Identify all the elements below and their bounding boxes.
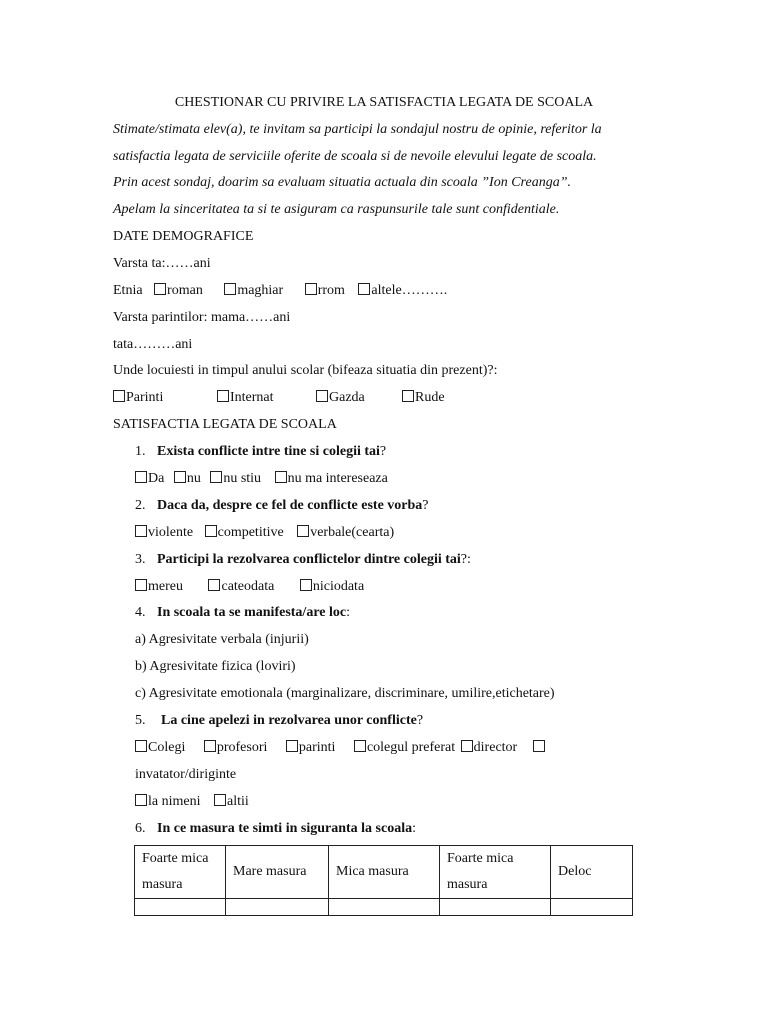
table-header-cell: Foarte mica masura xyxy=(135,846,226,899)
checkbox-icon[interactable] xyxy=(135,525,147,537)
checkbox-icon[interactable] xyxy=(174,471,186,483)
safety-scale-table xyxy=(134,845,633,916)
ethnicity-row xyxy=(113,282,447,300)
table-header-cell: Mica masura xyxy=(329,846,440,899)
q2-option-verbale[interactable]: verbale(cearta) xyxy=(297,524,394,542)
table-header-row xyxy=(135,846,633,899)
question-2: 2. Daca da, despre ce fel de conflicte este vorba? xyxy=(135,498,429,513)
question-6: 6. In ce masura te simti in siguranta la scoala: xyxy=(135,821,416,836)
question-5-options-row-1-cont: invatator/diriginte xyxy=(135,767,237,782)
q2-option-violente[interactable]: violente xyxy=(135,524,193,542)
question-4-item-a: a) Agresivitate verbala (injurii) xyxy=(135,632,309,647)
q1-option-nu-ma-intereseaza[interactable]: nu ma intereseaza xyxy=(275,470,388,488)
checkbox-icon[interactable] xyxy=(113,390,125,402)
checkbox-icon[interactable] xyxy=(135,471,147,483)
page-title: CHESTIONAR CU PRIVIRE LA SATISFACTIA LEGATA DE SCOALA xyxy=(174,95,594,110)
question-5-options-row-2 xyxy=(135,793,249,811)
parents-age-father: tata………ani xyxy=(113,337,193,352)
answer-cell[interactable] xyxy=(440,899,551,916)
q1-option-da[interactable]: Da xyxy=(135,470,164,488)
q1-option-nu[interactable]: nu xyxy=(174,470,201,488)
checkbox-icon[interactable] xyxy=(286,740,298,752)
q5-option-colegi[interactable]: Colegi xyxy=(135,739,185,757)
q5-option-la-nimeni[interactable]: la nimeni xyxy=(135,793,201,811)
q3-option-niciodata[interactable]: niciodata xyxy=(300,578,364,596)
checkbox-icon[interactable] xyxy=(204,740,216,752)
checkbox-icon[interactable] xyxy=(208,579,220,591)
question-2-options xyxy=(135,524,394,542)
answer-cell[interactable] xyxy=(329,899,440,916)
residence-option-gazda[interactable]: Gazda xyxy=(316,389,365,407)
q2-option-competitive[interactable]: competitive xyxy=(205,524,284,542)
ethnicity-label: Etnia xyxy=(113,283,143,298)
q3-option-mereu[interactable]: mereu xyxy=(135,578,183,596)
ethnicity-option-roman[interactable]: roman xyxy=(154,282,203,300)
residence-option-internat[interactable]: Internat xyxy=(217,389,274,407)
q5-option-colegul-preferat[interactable]: colegul preferat xyxy=(354,739,455,757)
checkbox-icon[interactable] xyxy=(300,579,312,591)
residence-question: Unde locuiesti in timpul anului scolar (bifeaza situatia din prezent)?: xyxy=(113,363,498,378)
answer-cell[interactable] xyxy=(226,899,329,916)
q5-option-altii[interactable]: altii xyxy=(214,793,249,811)
parents-age-mother: Varsta parintilor: mama……ani xyxy=(113,310,291,325)
checkbox-icon[interactable] xyxy=(135,740,147,752)
question-5: 5. La cine apelezi in rezolvarea unor conflicte? xyxy=(135,713,424,728)
q5-option-profesori[interactable]: profesori xyxy=(204,739,268,757)
checkbox-icon[interactable] xyxy=(210,471,222,483)
checkbox-icon[interactable] xyxy=(154,283,166,295)
satisfaction-heading: SATISFACTIA LEGATA DE SCOALA xyxy=(113,417,337,432)
checkbox-icon[interactable] xyxy=(461,740,473,752)
checkbox-icon[interactable] xyxy=(533,740,545,752)
q5-option-director[interactable]: director xyxy=(461,739,518,757)
question-4-item-c: c) Agresivitate emotionala (marginalizare, discriminare, umilire,etichetare) xyxy=(135,686,555,701)
intro-line-2: satisfactia legata de serviciile oferite de scoala si de nevoile elevului legate de scoala. xyxy=(113,149,597,164)
residence-option-parinti[interactable]: Parinti xyxy=(113,389,163,407)
checkbox-icon[interactable] xyxy=(402,390,414,402)
question-4-item-b: b) Agresivitate fizica (loviri) xyxy=(135,659,296,674)
question-5-options-row-1 xyxy=(135,739,546,757)
checkbox-icon[interactable] xyxy=(205,525,217,537)
table-header-cell: Mare masura xyxy=(226,846,329,899)
q1-option-nu-stiu[interactable]: nu stiu xyxy=(210,470,261,488)
intro-line-3: Prin acest sondaj, doarim sa evaluam situatia actuala din scoala ”Ion Creanga”. xyxy=(113,175,571,190)
question-3: 3. Participi la rezolvarea conflictelor dintre colegii tai?: xyxy=(135,552,471,567)
checkbox-icon[interactable] xyxy=(305,283,317,295)
q5-option-parinti[interactable]: parinti xyxy=(286,739,336,757)
question-4: 4. In scoala ta se manifesta/are loc: xyxy=(135,605,350,620)
checkbox-icon[interactable] xyxy=(214,794,226,806)
checkbox-icon[interactable] xyxy=(135,794,147,806)
checkbox-icon[interactable] xyxy=(217,390,229,402)
question-1-options xyxy=(135,470,388,488)
checkbox-icon[interactable] xyxy=(354,740,366,752)
q5-option-invatator[interactable] xyxy=(533,739,546,757)
checkbox-icon[interactable] xyxy=(275,471,287,483)
intro-line-4: Apelam la sinceritatea ta si te asiguram ca raspunsurile tale sunt confidentiale. xyxy=(113,202,560,217)
checkbox-icon[interactable] xyxy=(316,390,328,402)
ethnicity-option-rrom[interactable]: rrom xyxy=(305,282,345,300)
residence-option-rude[interactable]: Rude xyxy=(402,389,445,407)
table-header-cell: Deloc xyxy=(551,846,633,899)
checkbox-icon[interactable] xyxy=(135,579,147,591)
q3-option-cateodata[interactable]: cateodata xyxy=(208,578,274,596)
ethnicity-option-altele[interactable]: altele………. xyxy=(358,282,447,300)
question-1: 1. Exista conflicte intre tine si colegii tai? xyxy=(135,444,387,459)
demographics-heading: DATE DEMOGRAFICE xyxy=(113,229,254,244)
checkbox-icon[interactable] xyxy=(358,283,370,295)
table-header-cell: Foarte mica masura xyxy=(440,846,551,899)
answer-cell[interactable] xyxy=(135,899,226,916)
answer-cell[interactable] xyxy=(551,899,633,916)
ethnicity-option-maghiar[interactable]: maghiar xyxy=(224,282,283,300)
checkbox-icon[interactable] xyxy=(224,283,236,295)
age-field: Varsta ta:……ani xyxy=(113,256,211,271)
checkbox-icon[interactable] xyxy=(297,525,309,537)
table-row xyxy=(135,899,633,916)
intro-line-1: Stimate/stimata elev(a), te invitam sa participi la sondajul nostru de opinie, referitor la xyxy=(113,122,602,137)
question-3-options xyxy=(135,578,364,596)
